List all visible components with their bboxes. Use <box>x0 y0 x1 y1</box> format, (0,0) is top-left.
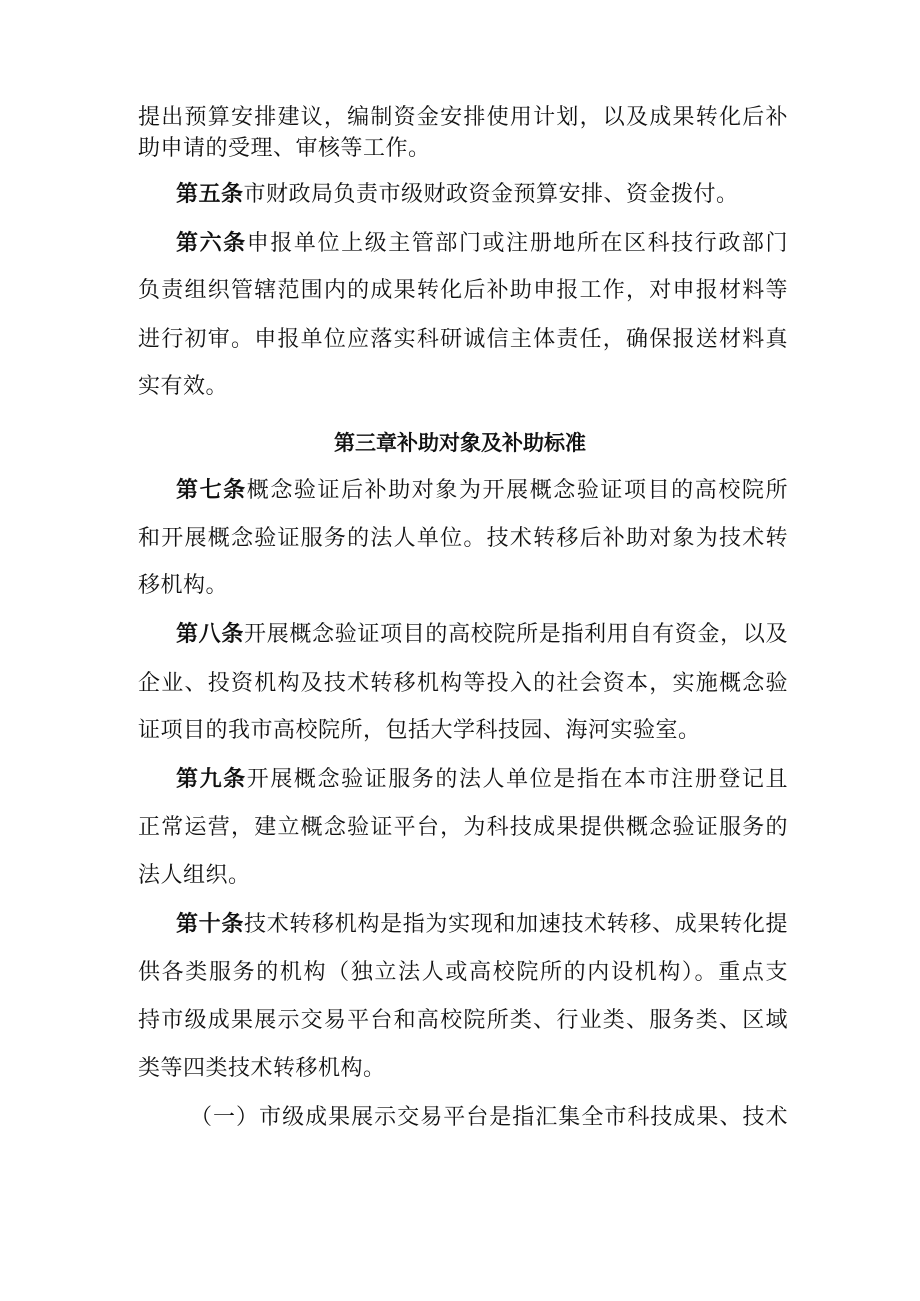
article-text: 申报单位上级主管部门或注册地所在区科技行政部门 <box>246 231 788 256</box>
paragraph-line: 证项目的我市高校院所，包括大学科技园、海河实验室。 <box>138 718 701 743</box>
article-7 <box>176 476 788 506</box>
paragraph-line: 法人组织。 <box>138 863 251 888</box>
paragraph-line: 提出预算安排建议，编制资金安排使用计划，以及成果转化后补 <box>138 105 788 130</box>
article-10 <box>176 910 788 940</box>
paragraph-line: 正常运营，建立概念验证平台，为科技成果提供概念验证服务的 <box>138 815 788 840</box>
paragraph-line: 和开展概念验证服务的法人单位。技术转移后补助对象为技术转 <box>138 526 788 551</box>
paragraph-line: 进行初审。申报单位应落实科研诚信主体责任，确保报送材料真 <box>138 327 788 352</box>
article-5 <box>176 180 788 210</box>
paragraph-line: 实有效。 <box>138 374 229 399</box>
paragraph-line: 企业、投资机构及技术转移机构等投入的社会资本，实施概念验 <box>138 671 788 696</box>
list-item: （一）市级成果展示交易平台是指汇集全市科技成果、技术 <box>190 1105 788 1130</box>
article-6 <box>176 229 788 259</box>
article-label: 第九条 <box>176 767 247 792</box>
article-label: 第十条 <box>176 912 245 937</box>
paragraph-line: 供各类服务的机构（独立法人或高校院所的内设机构）。重点支 <box>138 960 788 985</box>
article-text: 开展概念验证项目的高校院所是指利用自有资金，以及 <box>244 622 788 647</box>
paragraph-line: 持市级成果展示交易平台和高校院所类、行业类、服务类、区域 <box>138 1008 788 1033</box>
paragraph-line: 移机构。 <box>138 573 229 598</box>
paragraph-line: 助申请的受理、审核等工作。 <box>138 136 431 161</box>
paragraph-line: 负责组织管辖范围内的成果转化后补助申报工作，对申报材料等 <box>138 278 788 303</box>
chapter-heading: 第三章补助对象及补助标准 <box>334 431 586 455</box>
article-text: 概念验证后补助对象为开展概念验证项目的高校院所 <box>246 478 788 503</box>
paragraph-line: 类等四类技术转移机构。 <box>138 1056 386 1081</box>
article-9 <box>176 765 788 795</box>
article-label: 第六条 <box>176 231 247 256</box>
article-label: 第五条 <box>176 182 244 207</box>
article-8 <box>176 620 788 650</box>
article-text: 市财政局负责市级财政资金预算安排、资金拨付。 <box>243 182 739 207</box>
article-label: 第八条 <box>176 622 245 647</box>
article-text: 开展概念验证服务的法人单位是指在本市注册登记且 <box>246 767 788 792</box>
article-text: 技术转移机构是指为实现和加速技术转移、成果转化提 <box>244 912 788 937</box>
article-label: 第七条 <box>176 478 247 503</box>
